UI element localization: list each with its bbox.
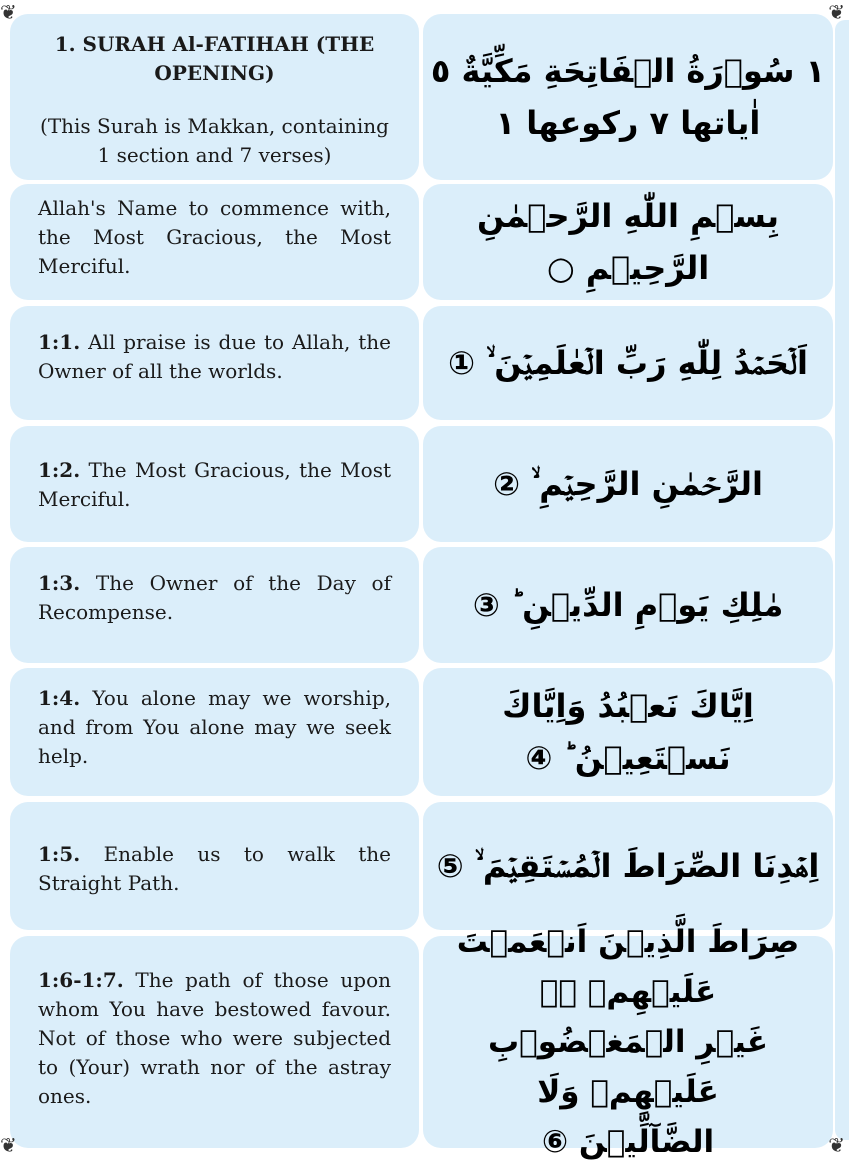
verse-arabic: مٰلِكِ يَوۡمِ الدِّيۡنِ ؕ ③ bbox=[472, 586, 784, 624]
verse-text bbox=[38, 840, 391, 898]
corner-ornament-icon: ❦ bbox=[828, 1133, 845, 1157]
verse-text bbox=[38, 456, 391, 514]
verse-arabic: الرَّحۡمٰنِ الرَّحِيۡمِ ۙ ② bbox=[492, 465, 764, 503]
surah-subtitle: (This Surah is Makkan, containing 1 section and 7 verses) bbox=[40, 114, 389, 167]
verse-arabic: بِسۡمِ اللّٰهِ الرَّحۡمٰنِ الرَّحِيۡمِ ○ bbox=[476, 197, 779, 287]
verse-english-card bbox=[10, 184, 419, 300]
verse-ref: 1:6-1:7. bbox=[38, 968, 124, 992]
verse-english-card bbox=[10, 802, 419, 930]
surah-arabic-title: ١ سُوۡرَةُ الۡفَاتِحَةِ مَكِّيَّةٌ ٥ bbox=[430, 52, 826, 90]
verse-body: You alone may we worship, and from You alone may we seek help. bbox=[38, 686, 391, 768]
verse-ref: 1:3. bbox=[38, 571, 81, 595]
header-english-card bbox=[10, 14, 419, 180]
verse-body: The Most Gracious, the Most Merciful. bbox=[38, 458, 392, 511]
verse-text bbox=[38, 328, 391, 386]
corner-ornament-icon: ❦ bbox=[828, 0, 845, 24]
verse-arabic-card bbox=[423, 802, 833, 930]
verse-text bbox=[38, 684, 391, 771]
verse-arabic-line: صِرَاطَ الَّذِيۡنَ اَنۡعَمۡتَ عَلَيۡهِمۡ ۙ۬ bbox=[456, 924, 800, 1010]
verse-arabic-card bbox=[423, 547, 833, 663]
verse-english-card bbox=[10, 936, 419, 1148]
header-arabic-card bbox=[423, 14, 833, 180]
verse-ref: 1:1. bbox=[38, 330, 81, 354]
verse-ref: 1:4. bbox=[38, 686, 81, 710]
verse-english-card bbox=[10, 306, 419, 420]
verse-arabic-card bbox=[423, 668, 833, 796]
verse-text: Allah's Name to commence with, the Most Gracious, the Most Merciful. bbox=[38, 196, 391, 278]
verse-english-card bbox=[10, 668, 419, 796]
verse-ref: 1:2. bbox=[38, 458, 81, 482]
corner-ornament-icon: ❦ bbox=[0, 1133, 17, 1157]
verse-english-card bbox=[10, 426, 419, 542]
verse-body: The Owner of the Day of Recompense. bbox=[38, 571, 391, 624]
verse-body: Enable us to walk the Straight Path. bbox=[38, 842, 392, 895]
verse-arabic-card bbox=[423, 924, 833, 1160]
verse-arabic-line: الضَّآلِّيۡنَ ⑥ bbox=[541, 1124, 715, 1160]
verse-arabic-card bbox=[423, 306, 833, 420]
verse-body: The path of those upon whom You have bestowed favour. Not of those who were subjected to (Your) wrath nor of the astray ones. bbox=[38, 968, 391, 1108]
verse-arabic: اَلۡحَمۡدُ لِلّٰهِ رَبِّ الۡعٰلَمِيۡنَ ۙ ① bbox=[448, 344, 808, 382]
verse-arabic-card bbox=[423, 184, 833, 300]
verse-arabic-line: غَيۡرِ الۡمَغۡضُوۡبِ عَلَيۡهِمۡ وَلَا bbox=[488, 1024, 768, 1110]
corner-ornament-icon: ❦ bbox=[0, 0, 17, 24]
side-border bbox=[835, 20, 849, 1140]
verse-text bbox=[38, 966, 391, 1111]
surah-arabic-info: اٰياتها ٧ ركوعها ١ bbox=[495, 104, 761, 142]
verse-arabic: اِهۡدِنَا الصِّرَاطَ الۡمُسۡتَقِيۡمَ ۙ ⑤ bbox=[436, 847, 820, 885]
surah-title: 1. SURAH Al-FATIHAH (THE OPENING) bbox=[54, 32, 375, 85]
verse-english-card bbox=[10, 547, 419, 663]
verse-arabic-card bbox=[423, 426, 833, 542]
verse-arabic: اِيَّاكَ نَعۡبُدُ وَاِيَّاكَ نَسۡتَعِيۡنُ ؕ ④ bbox=[502, 687, 754, 777]
verse-ref: 1:5. bbox=[38, 842, 81, 866]
verse-text bbox=[38, 569, 391, 627]
verse-body: All praise is due to Allah, the Owner of all the worlds. bbox=[38, 330, 392, 383]
